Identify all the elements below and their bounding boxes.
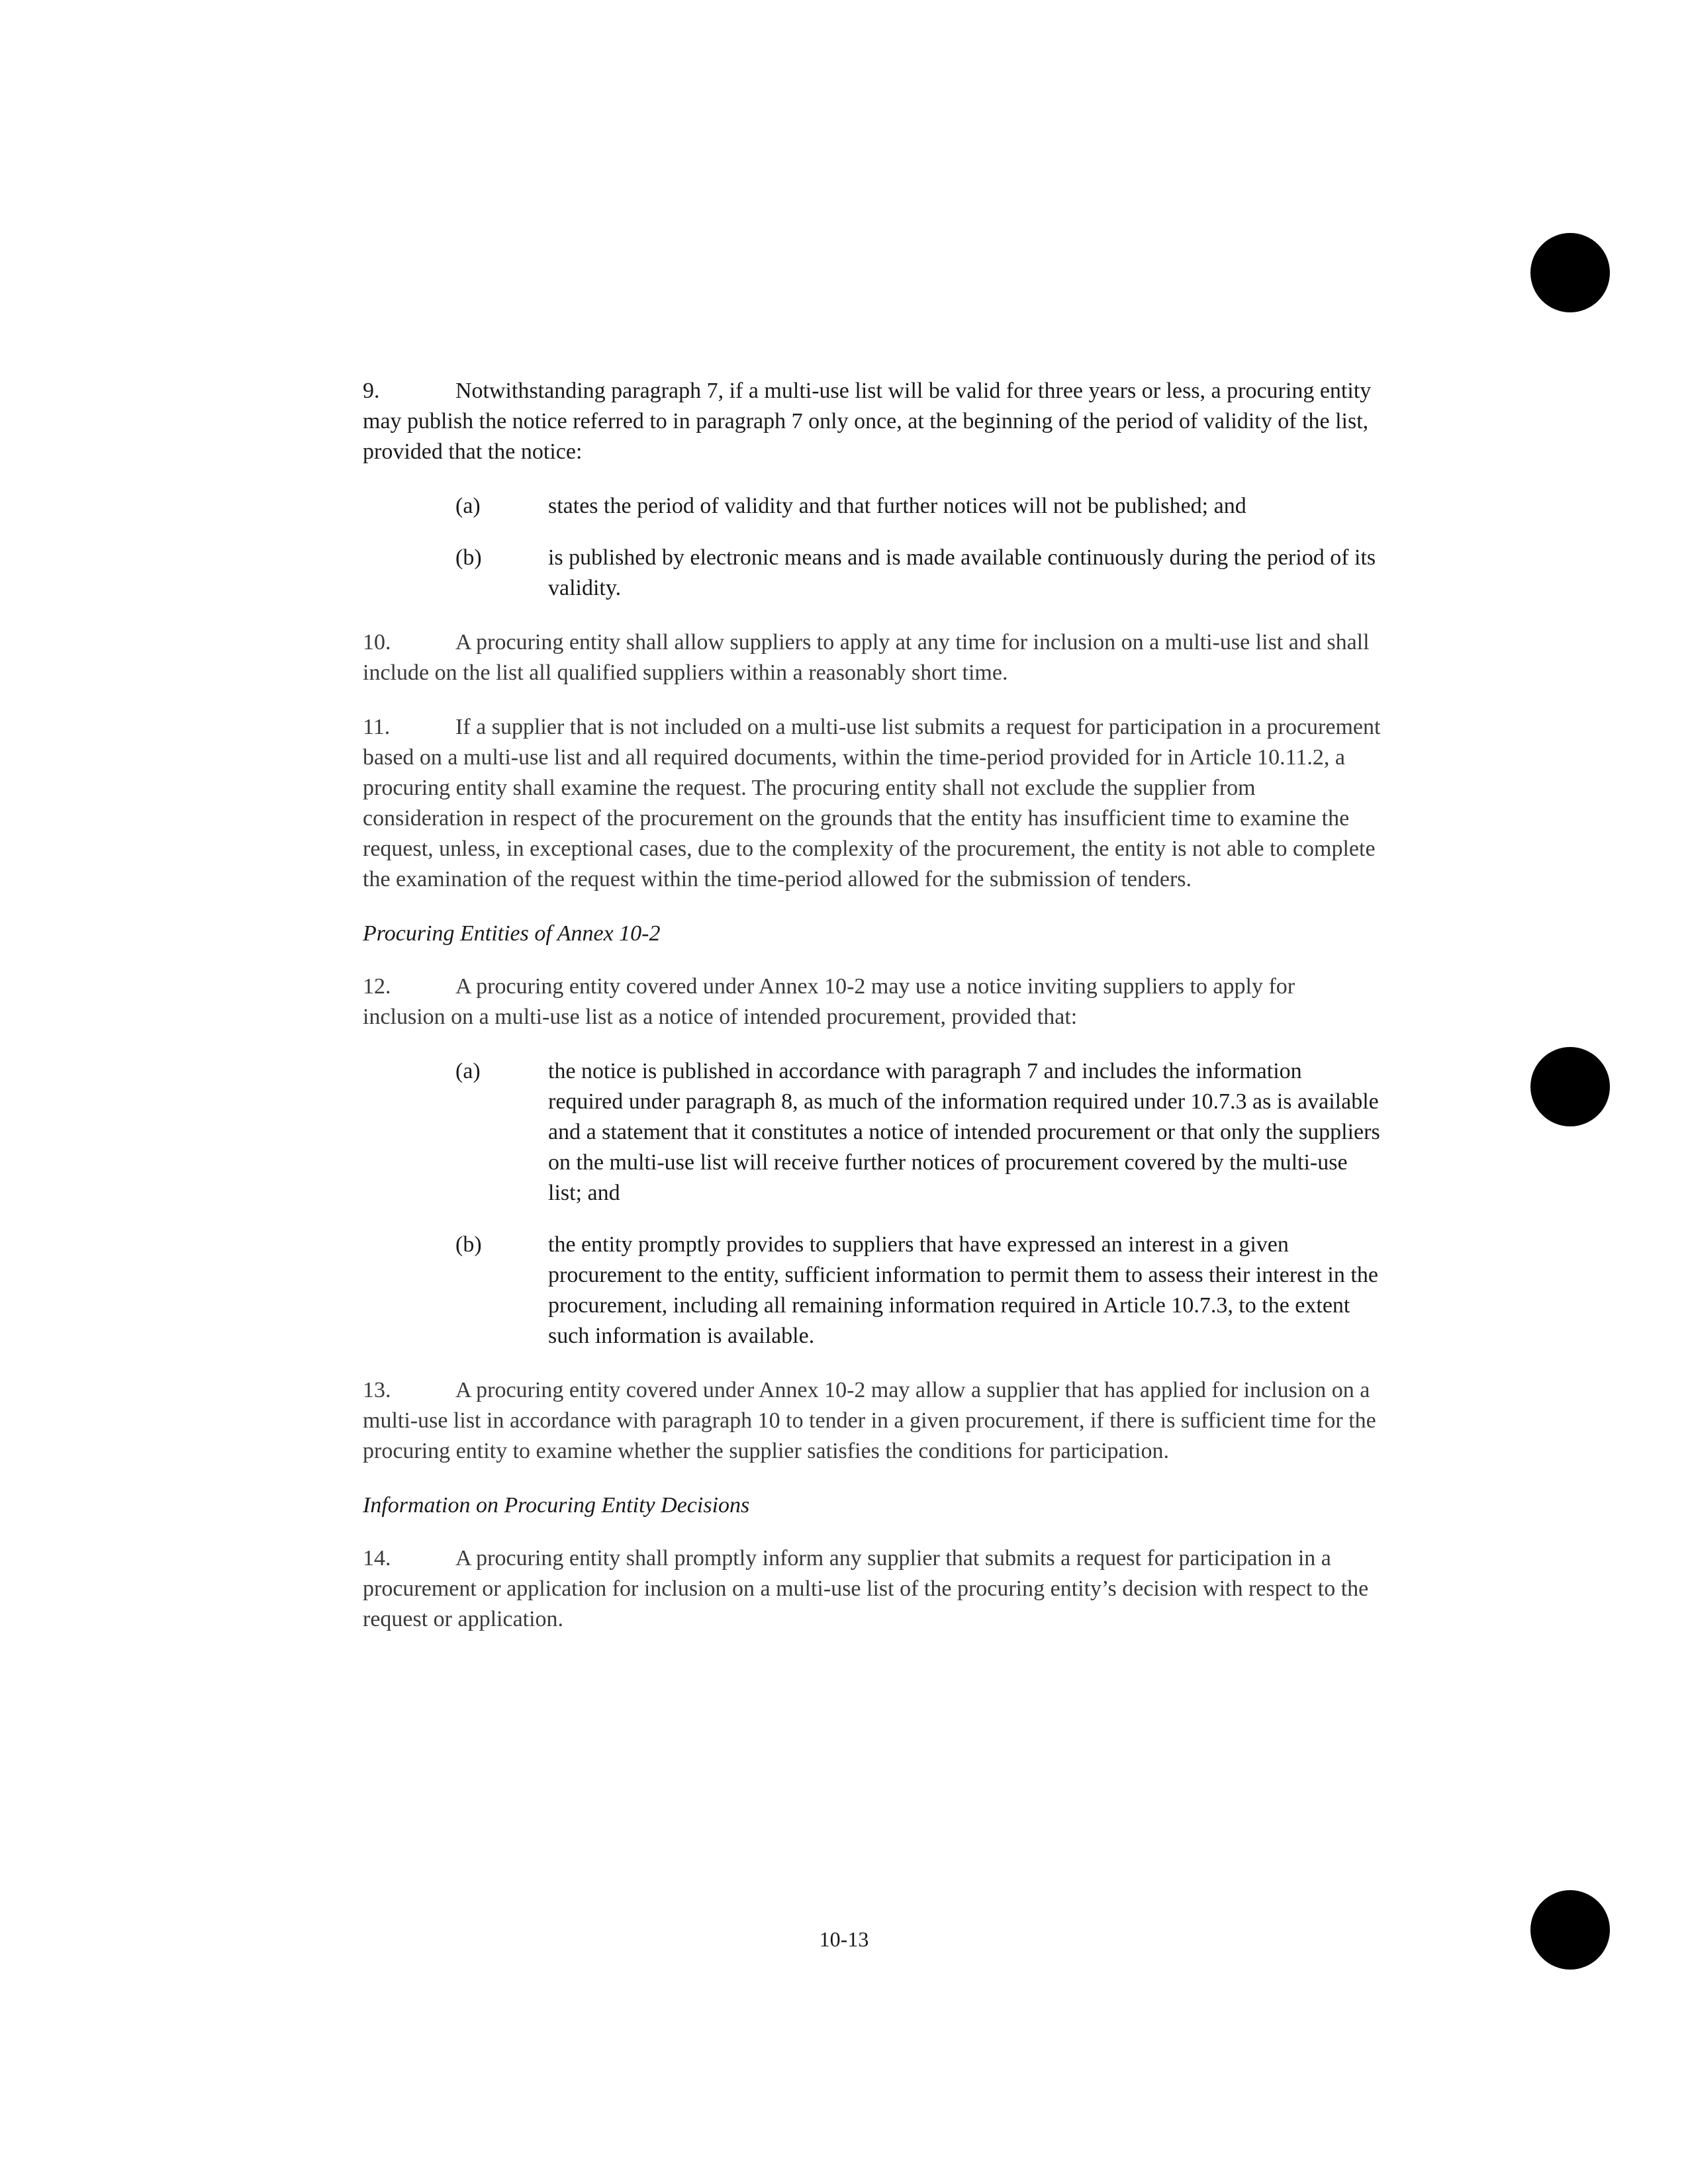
subitem-12b bbox=[363, 1230, 1382, 1351]
subitem-text: the entity promptly provides to suppliers that have expressed an interest in a given procurement to the entity, sufficient information to permit them to assess their interest in the procurement, including all remaining information required in Article 10.7.3, to the extent such information is available. bbox=[548, 1232, 1378, 1348]
subitem-marker: (a) bbox=[455, 494, 481, 518]
paragraph-number: 9. bbox=[363, 379, 380, 403]
subitem-text: states the period of validity and that further notices will not be published; and bbox=[548, 494, 1246, 518]
paragraph-12-subitems bbox=[363, 1056, 1382, 1351]
section-heading-annex-10-2: Procuring Entities of Annex 10-2 bbox=[363, 921, 661, 946]
paragraph-text: A procuring entity covered under Annex 10-2 may use a notice inviting suppliers to apply for inclusion on a multi-use list as a notice of intended procurement, provided that: bbox=[363, 974, 1295, 1029]
paragraph-text: Notwithstanding paragraph 7, if a multi-use list will be valid for three years or less, a procuring entity may publish the notice referred to in paragraph 7 only once, at the beginning of the period of validity of the list, provided that the notice: bbox=[363, 379, 1372, 464]
paragraph-10 bbox=[363, 627, 1382, 688]
punch-hole-middle bbox=[1530, 1047, 1610, 1126]
subitem-12a bbox=[363, 1056, 1382, 1208]
punch-hole-top bbox=[1530, 233, 1610, 312]
subitem-marker: (b) bbox=[455, 545, 482, 570]
subitem-9a bbox=[363, 491, 1382, 522]
paragraph-number: 10. bbox=[363, 630, 391, 655]
subitem-marker: (a) bbox=[455, 1059, 481, 1083]
paragraph-text: If a supplier that is not included on a multi-use list submits a request for participation in a procurement based on a multi-use list and all required documents, within the time-period provided for in Article 10.11.2, a procuring entity shall examine the request. The procuring entity shall not exclude the supplier from consideration in respect of the procurement on the grounds that the entity has insufficient time to examine the request, unless, in exceptional cases, due to the complexity of the procurement, the entity is not able to complete the examination of the request within the time-period allowed for the submission of tenders. bbox=[363, 715, 1381, 891]
paragraph-text: A procuring entity shall allow suppliers to apply at any time for inclusion on a multi-use list and shall include on the list all qualified suppliers within a reasonably short time. bbox=[363, 630, 1370, 685]
paragraph-number: 12. bbox=[363, 974, 391, 999]
paragraph-number: 13. bbox=[363, 1378, 391, 1402]
paragraph-14 bbox=[363, 1543, 1382, 1635]
paragraph-12 bbox=[363, 972, 1382, 1032]
paragraph-9 bbox=[363, 376, 1382, 467]
subitem-9b bbox=[363, 543, 1382, 604]
subitem-text: is published by electronic means and is made available continuously during the period of its validity. bbox=[548, 545, 1376, 600]
paragraph-text: A procuring entity shall promptly inform any supplier that submits a request for participation in a procurement or application for inclusion on a multi-use list of the procuring entity’s decision with respect to the request or application. bbox=[363, 1546, 1369, 1631]
paragraph-11 bbox=[363, 712, 1382, 895]
paragraph-9-subitems bbox=[363, 491, 1382, 604]
paragraph-number: 11. bbox=[363, 715, 391, 739]
subitem-marker: (b) bbox=[455, 1232, 482, 1257]
subitem-text: the notice is published in accordance with paragraph 7 and includes the information required under paragraph 8, as much of the information required under 10.7.3 as is available and a statement that it constitutes a notice of intended procurement or that only the suppliers on the multi-use list will receive further notices of procurement covered by the multi-use list; and bbox=[548, 1059, 1380, 1205]
section-heading-decisions: Information on Procuring Entity Decisions bbox=[363, 1493, 750, 1518]
document-body bbox=[363, 376, 1382, 1659]
paragraph-text: A procuring entity covered under Annex 10-2 may allow a supplier that has applied for inclusion on a multi-use list in accordance with paragraph 10 to tender in a given procurement, if there is sufficient time for the procuring entity to examine whether the supplier satisfies the conditions for participation. bbox=[363, 1378, 1376, 1463]
paragraph-number: 14. bbox=[363, 1546, 391, 1570]
paragraph-13 bbox=[363, 1375, 1382, 1467]
page-number: 10-13 bbox=[819, 1927, 869, 1951]
